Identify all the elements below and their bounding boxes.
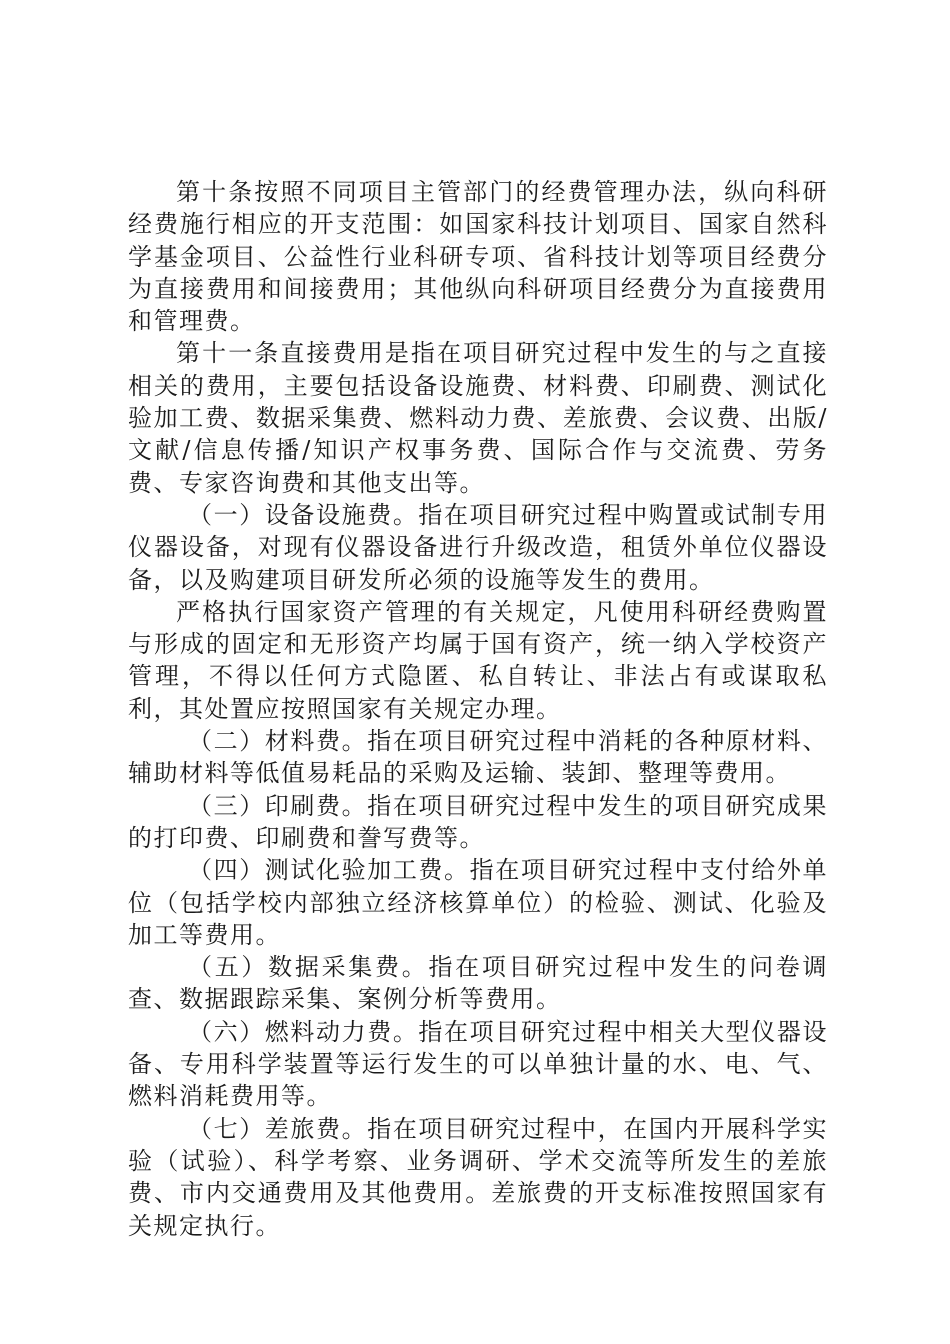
travel-fee-paragraph: （七）差旅费。指在项目研究过程中，在国内开展科学实验（试验）、科学考察、业务调研、学术交流等所发生的差旅费、市内交通费用及其他费用。差旅费的开支标准按照国家有关规定执行。 [128, 1114, 828, 1240]
data-collection-fee-paragraph: （五）数据采集费。指在项目研究过程中发生的问卷调查、数据跟踪采集、案例分析等费用。 [128, 953, 828, 1014]
document-body [128, 176, 828, 1242]
fuel-power-fee-paragraph: （六）燃料动力费。指在项目研究过程中相关大型仪器设备、专用科学装置等运行发生的可以单独计量的水、电、气、燃料消耗费用等。 [128, 1017, 828, 1111]
testing-fee-paragraph: （四）测试化验加工费。指在项目研究过程中支付给外单位（包括学校内部独立经济核算单位）的检验、测试、化验及加工等费用。 [128, 856, 828, 949]
material-fee-paragraph: （二）材料费。指在项目研究过程中消耗的各种原材料、辅助材料等低值易耗品的采购及运输、装卸、整理等费用。 [128, 727, 828, 788]
printing-fee-paragraph: （三）印刷费。指在项目研究过程中发生的项目研究成果的打印费、印刷费和誊写费等。 [128, 791, 828, 852]
asset-management-paragraph: 严格执行国家资产管理的有关规定，凡使用科研经费购置与形成的固定和无形资产均属于国有资产，统一纳入学校资产管理，不得以任何方式隐匿、私自转让、非法占有或谋取私利，其处置应按照国家有关规定办理。 [128, 597, 828, 723]
article-10-paragraph: 第十条按照不同项目主管部门的经费管理办法，纵向科研经费施行相应的开支范围：如国家科技计划项目、国家自然科学基金项目、公益性行业科研专项、省科技计划等项目经费分为直接费用和间接费用；其他纵向科研项目经费分为直接费用和管理费。 [128, 178, 828, 336]
equipment-fee-paragraph: （一）设备设施费。指在项目研究过程中购置或试制专用仪器设备，对现有仪器设备进行升级改造，租赁外单位仪器设备，以及购建项目研发所必须的设施等发生的费用。 [128, 500, 828, 594]
article-11-paragraph: 第十一条直接费用是指在项目研究过程中发生的与之直接相关的费用，主要包括设备设施费、材料费、印刷费、测试化验加工费、数据采集费、燃料动力费、差旅费、会议费、出版/文献/信息传播/知识产权事务费、国际合作与交流费、劳务费、专家咨询费和其他支出等。 [128, 339, 828, 497]
